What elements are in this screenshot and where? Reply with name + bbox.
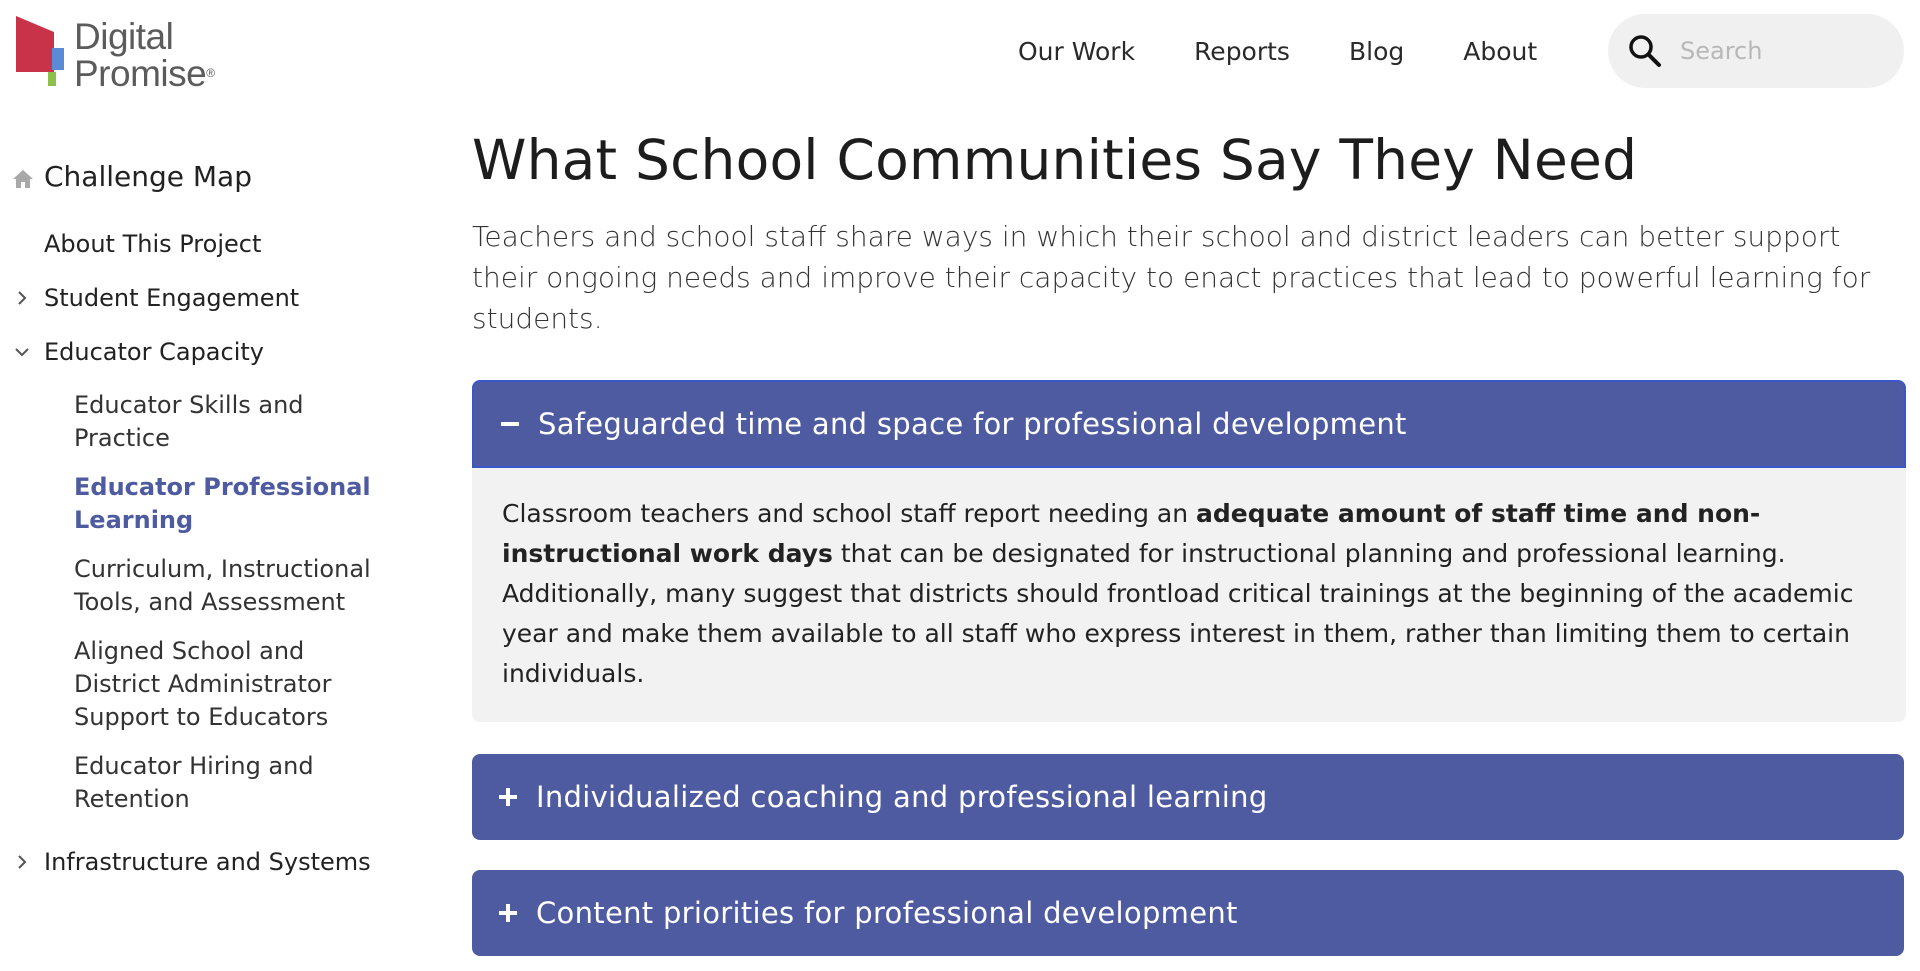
sidebar-subitem-educator-skills[interactable]: Educator Skills and Practice: [74, 391, 304, 452]
chevron-down-icon[interactable]: [14, 344, 30, 360]
accordion-header-content-priorities[interactable]: [472, 870, 1904, 956]
nav-blog[interactable]: Blog: [1348, 37, 1405, 66]
nav-our-work[interactable]: Our Work: [1018, 37, 1136, 66]
sidebar-item-educator-capacity[interactable]: Educator Capacity: [44, 338, 264, 366]
sidebar-subitem-aligned-support[interactable]: Aligned School and District Administrator Support to Educators: [74, 637, 332, 731]
collapse-minus-icon: [500, 415, 520, 433]
digital-promise-logo[interactable]: [14, 14, 234, 94]
home-icon[interactable]: [12, 168, 34, 190]
accordion-label: Individualized coaching and professional learning: [536, 780, 1268, 814]
panel-text-part1: Classroom teachers and school staff report needing an: [502, 499, 1197, 528]
top-navigation: [1018, 32, 1596, 72]
search-box[interactable]: [1608, 14, 1904, 88]
nav-about[interactable]: About: [1463, 37, 1538, 66]
expand-plus-icon: [498, 904, 518, 922]
sidebar-title-challenge-map[interactable]: Challenge Map: [44, 160, 252, 193]
intro-paragraph: Teachers and school staff share ways in which their school and district leaders can better support their ongoing needs and improve their capacity to enact practices that lead to powerful learning for students.: [472, 220, 1871, 335]
logo-line1: Digital: [74, 16, 174, 57]
sidebar-item-student-engagement[interactable]: Student Engagement: [44, 284, 300, 312]
panel-text-bold: adequate amount of staff time and non-instructional work days: [502, 499, 1761, 568]
page-title: What School Communities Say They Need: [472, 128, 1638, 192]
chevron-right-icon[interactable]: [14, 290, 30, 306]
logo-mark-icon: [14, 14, 74, 89]
accordion-header-individualized-coaching[interactable]: [472, 754, 1904, 840]
sidebar-subitem-educator-professional-learning[interactable]: Educator Professional Learning: [74, 473, 371, 534]
accordion-label: Safeguarded time and space for professional development: [538, 407, 1407, 441]
expand-plus-icon: [498, 788, 518, 806]
registered-mark: ®: [206, 66, 215, 80]
panel-text-part2: that can be designated for instructional planning and professional learning. Additionally, many suggest that districts should frontload critical trainings at the beginning of the academic year and make them available to all staff who express interest in them, rather than limiting them to certain individuals.: [502, 539, 1854, 688]
nav-reports[interactable]: Reports: [1194, 37, 1290, 66]
accordion-panel-safeguarded-time: [472, 468, 1906, 722]
search-input[interactable]: [1678, 36, 1882, 66]
chevron-right-icon[interactable]: [14, 854, 30, 870]
sidebar-subitem-curriculum[interactable]: Curriculum, Instructional Tools, and Assessment: [74, 555, 371, 616]
sidebar-item-about-this-project[interactable]: About This Project: [44, 230, 262, 258]
search-icon[interactable]: [1628, 34, 1662, 68]
logo-line2: Promise: [74, 53, 207, 94]
logo-wordmark: [74, 18, 215, 92]
accordion-label: Content priorities for professional development: [536, 896, 1238, 930]
sidebar-item-infrastructure[interactable]: Infrastructure and Systems: [44, 848, 371, 876]
accordion-header-safeguarded-time[interactable]: [472, 380, 1906, 468]
sidebar-subitem-hiring-retention[interactable]: Educator Hiring and Retention: [74, 752, 314, 813]
